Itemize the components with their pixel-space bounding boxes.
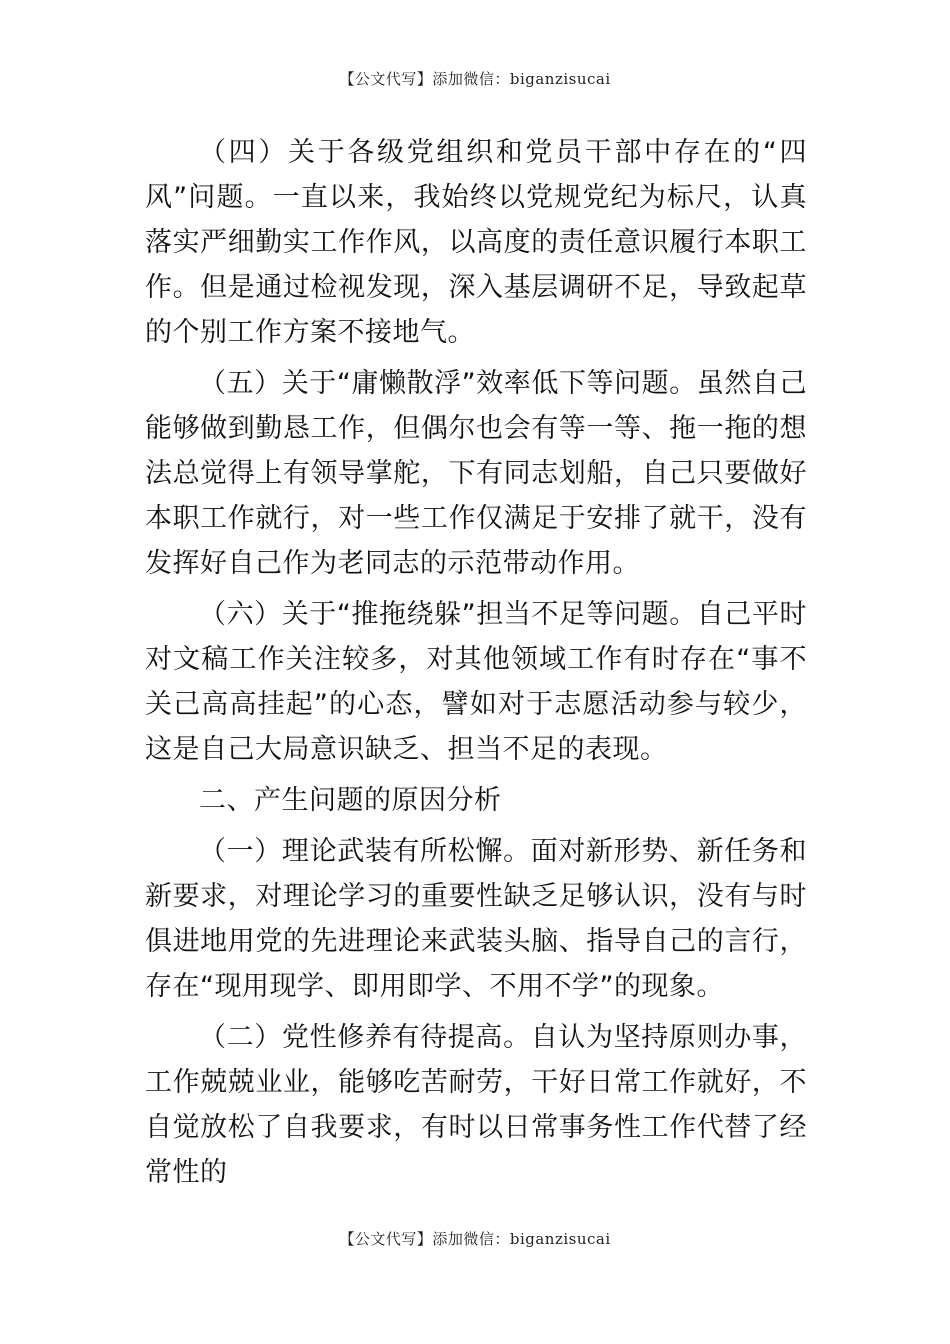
paragraph-party-spirit: （二）党性修养有待提高。自认为坚持原则办事，工作兢兢业业，能够吃苦耐劳，干好日常工作就好，不自觉放松了自我要求，有时以日常事务性工作代替了经常性的: [145, 1022, 807, 1188]
paragraph-responsibility: （六）关于“推拖绕躲”担当不足等问题。自己平时对文稿工作关注较多，对其他领域工作有时存在“事不关己高高挂起”的心态，譬如对于志愿活动参与较少，这是自己大局意识缺乏、担当不足的表现。: [145, 599, 807, 765]
paragraph-inefficiency: （五）关于“庸懒散浮”效率低下等问题。虽然自己能够做到勤恳工作，但偶尔也会有等一等、拖一拖的想法总觉得上有领导掌舵，下有同志划船，自己只要做好本职工作就行，对一些工作仅满足于安排了就干，没有发挥好自己作为老同志的示范带动作用。: [145, 368, 807, 579]
section-heading-cause-analysis: 二、产生问题的原因分析: [199, 785, 502, 816]
paragraph-four-winds: （四）关于各级党组织和党员干部中存在的“四风”问题。一直以来，我始终以党规党纪为标尺，认真落实严细勤实工作作风，以高度的责任意识履行本职工作。但是通过检视发现，深入基层调研不足，导致起草的个别工作方案不接地气。: [145, 137, 807, 348]
paragraph-theory-study: （一）理论武装有所松懈。面对新形势、新任务和新要求，对理论学习的重要性缺乏足够认识，没有与时俱进地用党的先进理论来武装头脑、指导自己的言行，存在“现用现学、即用即学、不用不学”的现象。: [145, 836, 807, 1002]
page-header: 【公文代写】添加微信：biganzisucai: [339, 70, 611, 88]
document-body: [145, 130, 807, 1201]
page-footer: 【公文代写】添加微信：biganzisucai: [339, 1230, 611, 1248]
